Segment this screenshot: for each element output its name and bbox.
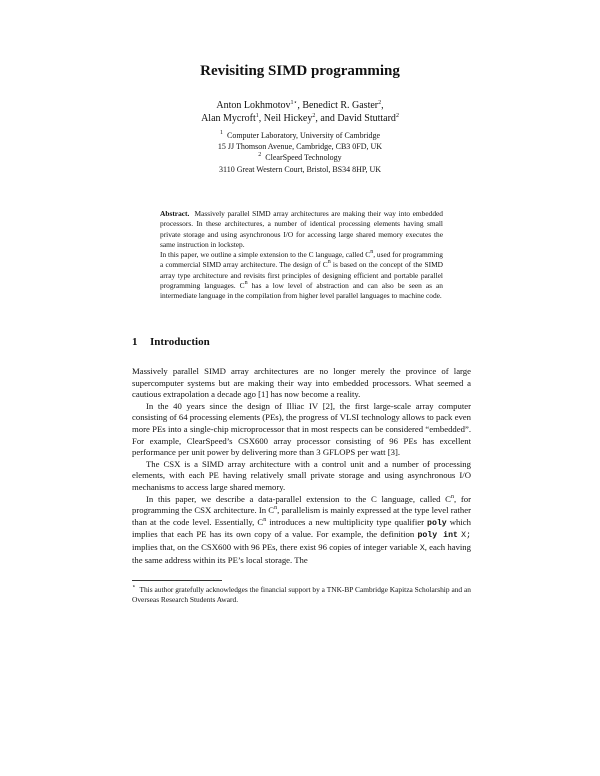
affiliation-2-address: 3110 Great Western Court, Bristol, BS34 8HP, UK — [218, 164, 382, 174]
author-conjunction: and — [320, 113, 335, 124]
author-line-2: Alan Mycroft$^1$, Neil Hickey$^2$, and David Stuttard$^2$ — [201, 113, 399, 124]
body-paragraph-2: In the 40 years since the design of Illiac IV [2], the first large-scale array computer consisting of 64 processing elements (PEs), the progress of VLSI technology allows to pack even more PEs into a single-chip microprocessor that in most respects can be considered “embedded”. For example, ClearSpeed’s CSX600 array processor consisting of 96 PEs has excellent performance per unit power by delivering more than 3 GFLOPS per watt [3]. — [132, 400, 471, 458]
author-affil-mark: 2 — [378, 100, 382, 106]
affiliations — [0, 130, 600, 175]
author-affil-mark: 1 — [290, 100, 294, 106]
code-identifier: X — [419, 543, 425, 553]
body-text — [132, 366, 471, 566]
body-paragraph-1: Massively parallel SIMD array architectures are no longer merely the province of large supercomputer systems but are making their way into embedded processors. What seemed a cautious extrapolation a decade ago [1] has now become a reality. — [132, 366, 471, 400]
author-name: Neil Hickey — [263, 113, 313, 124]
section-heading — [132, 336, 472, 348]
author-name: Benedict R. Gaster — [302, 100, 379, 111]
code-keyword: poly — [427, 518, 447, 528]
author-affil-mark: 2 — [395, 113, 399, 119]
section-title: Introduction — [150, 336, 210, 348]
author-line-1: Anton Lokhmotov$^{1⋆}$, Benedict R. Gaster$^2$, — [216, 100, 384, 111]
author-affil-mark: 1 — [255, 113, 259, 119]
footnote-text: This author gratefully acknowledges the financial support by a TNK-BP Cambridge Kapitza Scholarship and an Overseas Research Students Award. — [132, 585, 471, 605]
paper-title: Revisiting SIMD programming — [200, 63, 400, 79]
footnote-rule — [132, 580, 222, 581]
footnote-marker: ⋆ — [132, 584, 136, 590]
abstract-paragraph-2: In this paper, we outline a simple extension to the C language, called $C^n$, used for programming a commercial SIMD array architecture. The design of $C^n$ is based on the concept of the SIMD array type architecture and revisits first principles of designing efficient and portable parallel programming languages. $C^n$ has a low level of abstraction and can also be seen as an intermediate language in the compilation from higher level parallel languages to machine code. — [160, 249, 444, 301]
code-keyword: poly int — [417, 531, 458, 541]
affiliation-1-address: 15 JJ Thomson Avenue, Cambridge, CB3 0FD, UK — [217, 142, 383, 152]
author-name: Alan Mycroft — [201, 113, 256, 124]
section-number: 1 — [132, 336, 138, 348]
affiliation-2-name: $^2$ ClearSpeed Technology — [258, 152, 342, 163]
footnote — [132, 585, 471, 606]
author-name: Anton Lokhmotov — [216, 100, 291, 111]
author-affil-mark: 2 — [312, 113, 316, 119]
abstract-label: Abstract. — [160, 209, 190, 218]
affiliation-1-name: $^1$ Computer Laboratory, University of Cambridge — [220, 130, 380, 140]
author-list — [0, 99, 600, 125]
abstract — [160, 209, 443, 302]
body-paragraph-3: The CSX is a SIMD array architecture with a control unit and a number of processing elements, with each PE having relatively small private storage and using asynchronous I/O mechanisms to access large shared memory. — [132, 458, 471, 492]
abstract-paragraph-1: Abstract. Massively parallel SIMD array architectures are making their way into embedded processors. In these architectures, a number of identical processing elements having small private storage and using asynchronous I/O for accessing large shared memory executes the same instruction in lockstep. — [160, 209, 444, 249]
author-footnote-mark: ⋆ — [293, 100, 298, 106]
author-name: David Stuttard — [337, 113, 396, 124]
code-identifier: X; — [461, 531, 471, 541]
body-paragraph-4: In this paper, we describe a data-parallel extension to the C language, called $C^n$, for programming the CSX architecture. In $C^n$, parallelism is mainly expressed at the type level rather than at the code level. Essentially, $C^n$ introduces a new multiplicity type qualifier poly which implies that each PE has its own copy of a value. For example, the definition poly int X; implies that, on the CSX600 with 96 PEs, there exist 96 copies of integer variable X, each having the same address within its PE’s local storage. The — [132, 493, 471, 565]
